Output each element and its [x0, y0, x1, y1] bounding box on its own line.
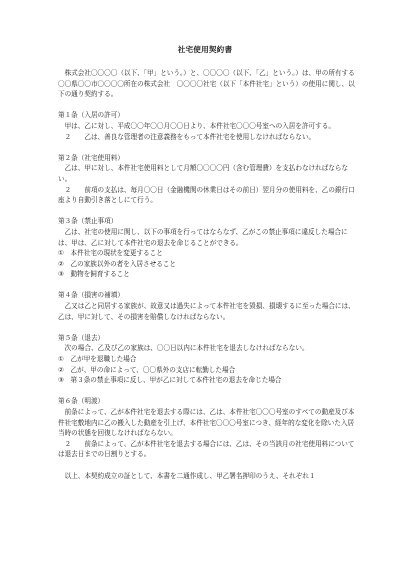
- article-3-paragraph-1: 乙は、社宅の使用に関し、以下の事項を行ってはならなず、乙がこの禁止事項に違反した場合には、甲は、乙に対して本件社宅の退去を命じることができる。: [58, 227, 348, 247]
- article-3-item-3: ③ 動物を飼育すること: [58, 270, 130, 279]
- article-6-heading: 第６条（明渡）: [58, 397, 105, 406]
- article-5-item-2: ② 乙が、甲の命によって、〇〇県外の支店に転勤した場合: [58, 365, 236, 374]
- article-5-paragraph-1: 次の場合、乙及び乙の家族は、〇〇日以内に本件社宅を退去しなければならない。: [64, 344, 309, 353]
- article-3-item-2: ② 乙の家族以外の者を入居させること: [58, 259, 177, 268]
- article-4-heading: 第４条（損害の補填）: [58, 291, 124, 300]
- article-1-paragraph-1: 甲は、乙に対し、平成〇〇年〇〇月〇〇日より、本件社宅〇〇〇号室への入居を許可する。: [64, 121, 335, 130]
- article-6-paragraph-1: 前条によって、乙が本件社宅を退去する際には、乙は、本件社宅〇〇〇号室のすべての動産及び本件社宅敷地内に乙の搬入した動産を引上げ、本件社宅〇〇〇号室につき、経年的な変化を除いた入居当時の状態を回復しなければならない。: [58, 408, 355, 438]
- article-2-heading: 第２条（社宅使用料）: [58, 153, 124, 162]
- preamble: 株式会社〇〇〇〇（以下、「甲」という。）と、〇〇〇〇（以下、「乙」という。）は、甲の所有する〇〇県〇〇市〇〇〇〇所在の株式会社 〇〇〇〇社宅（以下「本件社宅」という）の使用に関し、以下の通り契約する。: [58, 69, 355, 99]
- article-5-item-1: ① 乙が甲を退職した場合: [58, 355, 137, 364]
- article-3-heading: 第３条（禁止事項）: [58, 217, 118, 226]
- article-5-heading: 第５条（退去）: [58, 333, 105, 342]
- article-5-item-3: ③ 第３条の禁止事項に反し、甲が乙に対して本件社宅の退去を命じた場合: [58, 376, 282, 385]
- article-2-paragraph-2: ２ 前項の支払は、毎月〇〇日（金融機関の休業日はその前日）翌月分の使用料を、乙の銀行口座より自動引き落としにて行う。: [58, 185, 355, 205]
- article-4-paragraph-1: 乙又は乙と同居する家族が、故意又は過失によって本件社宅を毀損、損壊するに至った場合には、乙は、甲に対して、その損害を賠償しなければならない。: [58, 302, 355, 321]
- article-1-heading: 第１条（入居の許可）: [58, 111, 124, 120]
- document-body: [58, 68, 358, 481]
- document-title: 社宅使用契約書: [177, 45, 233, 54]
- article-3-item-1: ① 本件社宅の現状を変更すること: [58, 249, 163, 258]
- article-6-paragraph-2: ２ 前条によって、乙が本件社宅を退去する場合には、乙は、その当該月の社宅使用料については退去日までの日割りとする。: [58, 439, 355, 459]
- article-2-paragraph-1: 乙は、甲に対し、本件社宅使用料として月額〇〇〇〇円（含む管理費）を支払わなければならない。: [58, 164, 349, 183]
- closing-statement: 以上、本契約成立の証として、本書を二通作成し、甲乙署名押印のうえ、それぞれ１: [64, 471, 316, 480]
- article-1-paragraph-2: ２ 乙は、善良な管理者の注意義務をもって本件社宅を使用しなければならない。: [64, 132, 316, 141]
